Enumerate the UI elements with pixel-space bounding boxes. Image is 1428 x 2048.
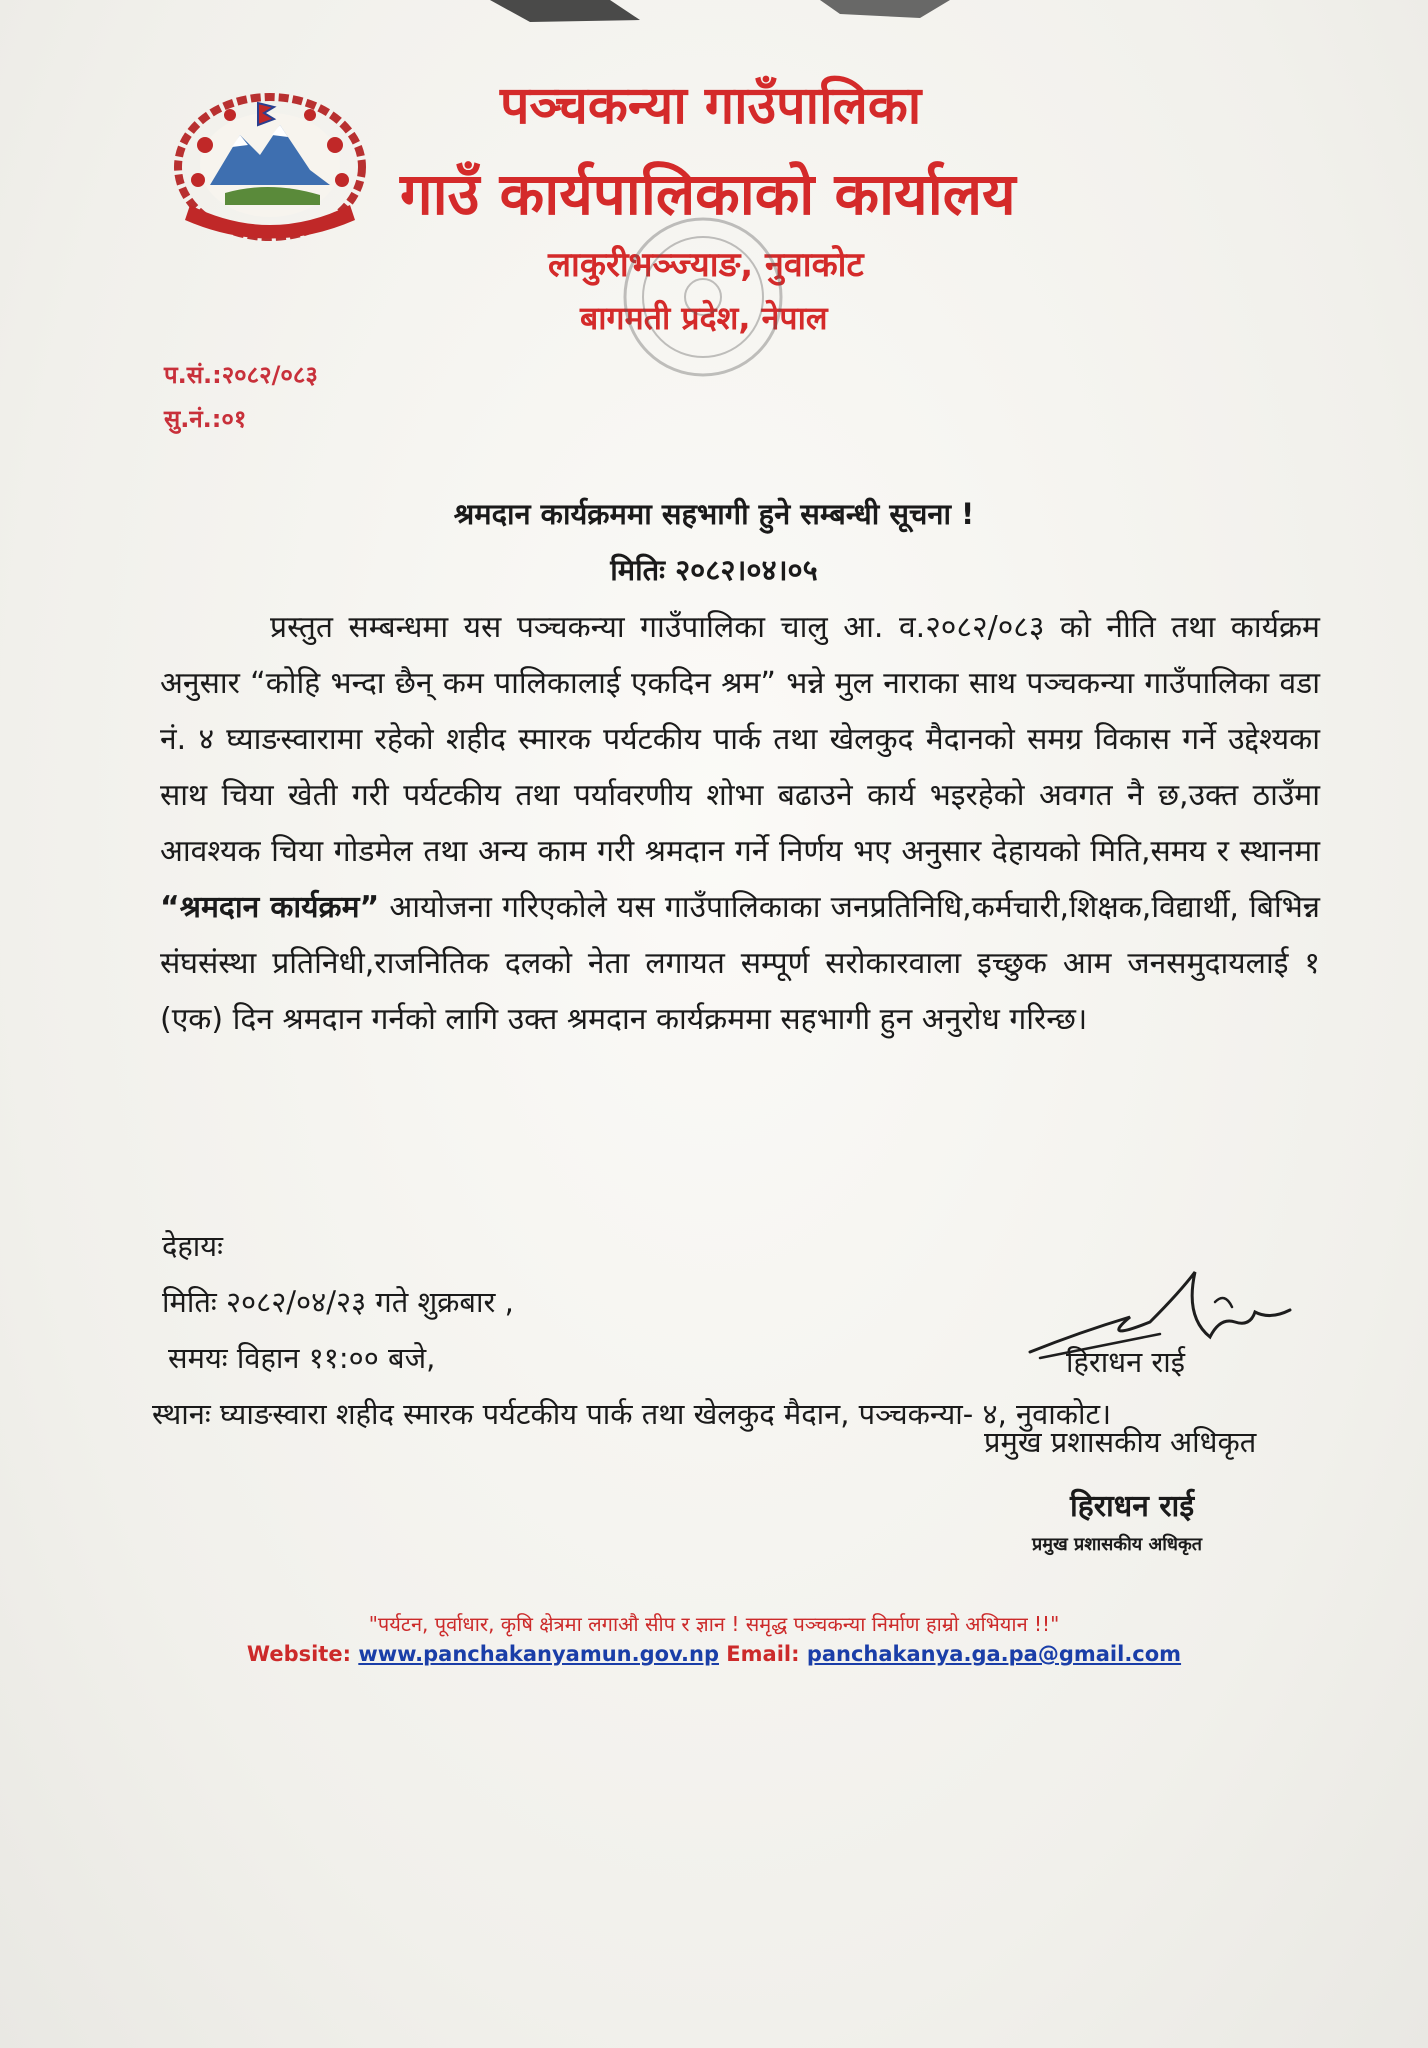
office-seal-stamp — [618, 212, 788, 382]
municipality-name: पञ्चकन्या गाउँपालिका — [500, 76, 922, 136]
event-time: समयः विहान ११:०० बजे, — [168, 1341, 436, 1375]
event-date: मितिः २०८२/०४/२३ गते शुक्रबार , — [162, 1285, 514, 1319]
program-name-bold: “श्रमदान कार्यक्रम” — [160, 890, 380, 925]
dispatch-number: सु.नं.:०१ — [164, 405, 247, 433]
website-link[interactable]: www.panchakanyamun.gov.np — [358, 1642, 719, 1666]
website-label: Website: — [246, 1642, 351, 1666]
footer-slogan: "पर्यटन, पूर्वाधार, कृषि क्षेत्रमा लगाऔ सीप र ज्ञान ! समृद्ध पञ्चकन्या निर्माण हाम्रो अभियान !!" — [368, 1612, 1060, 1636]
nepal-emblem-icon — [170, 85, 370, 245]
email-link[interactable]: panchakanya.ga.pa@gmail.com — [806, 1642, 1182, 1666]
notice-body — [160, 600, 1320, 1048]
paper-clip-shadow — [490, 0, 950, 28]
email-label: Email: — [726, 1642, 800, 1666]
office-name: गाउँ कार्यपालिकाको कार्यालय — [400, 160, 1016, 228]
notice-body-part2: आयोजना गरिएकोले यस गाउँपालिकाका जनप्रतिनिधि,कर्मचारी,शिक्षक,विद्यार्थी, बिभिन्न संघसंस्था प्रतिनिधी,राजनितिक दलको नेता लगायत सम्पूर्ण सरोकारवाला इच्छुक आम जनसमुदायलाई १ (एक) दिन श्रमदान गर्नको लागि उक्त श्रमदान कार्यक्रममा सहभागी हुन अनुरोध गरिन्छ। — [160, 890, 1320, 1037]
office-province: बागमती प्रदेश, नेपाल — [580, 299, 828, 337]
letter-number: प.सं.:२०८२/०८३ — [164, 361, 318, 389]
notice-title: श्रमदान कार्यक्रममा सहभागी हुने सम्बन्धी सूचना ! — [453, 497, 975, 531]
notice-body-part1: प्रस्तुत सम्बन्धमा यस पञ्चकन्या गाउँपालिका चालु आ. व.२०८२/०८३ को नीति तथा कार्यक्रम अनुसार “कोहि भन्दा छैन् कम पालिकालाई एकदिन श्रम” भन्ने मुल नाराका साथ पञ्चकन्या गाउँपालिका वडा नं. ४ घ्याङस्वारामा रहेको शहीद स्मारक पर्यटकीय पार्क तथा खेलकुद मैदानको समग्र विकास गर्ने उद्देश्यका साथ चिया खेती गरी पर्यटकीय तथा पर्यावरणीय शोभा बढाउने कार्य भइरहेको अवगत नै छ,उक्त ठाउँमा आवश्यक चिया गोडमेल तथा अन्य काम गरी श्रमदान गर्ने निर्णय भए अनुसार देहायको मिति,समय र स्थानमा — [160, 610, 1320, 869]
name-stamp: हिराधन राई — [1070, 1489, 1195, 1524]
details-heading: देहायः — [162, 1229, 223, 1263]
event-place: स्थानः घ्याङस्वारा शहीद स्मारक पर्यटकीय पार्क तथा खेलकुद मैदान, पञ्चकन्या- ४, नुवाकोट। — [152, 1397, 1112, 1431]
footer-contact — [0, 1642, 1428, 1666]
notice-date: मितिः २०८२।०४।०५ — [610, 553, 818, 587]
signer-position: प्रमुख प्रशासकीय अधिकृत — [984, 1425, 1257, 1459]
signer-name: हिराधन राई — [1066, 1345, 1186, 1379]
position-stamp: प्रमुख प्रशासकीय अधिकृत — [1032, 1534, 1203, 1555]
office-location: लाकुरीभञ्ज्याङ, नुवाकोट — [548, 245, 864, 285]
